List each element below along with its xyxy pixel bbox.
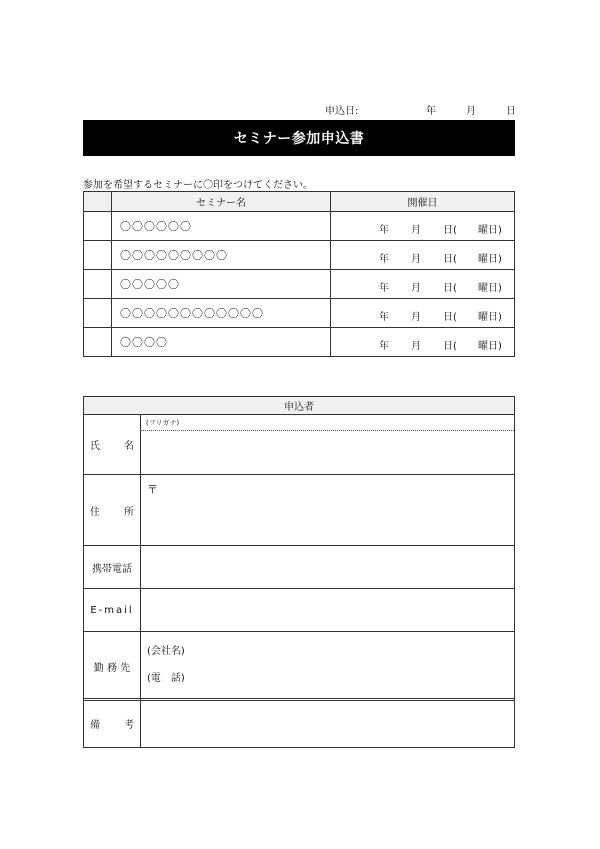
workplace-label: 勤 務 先 xyxy=(84,632,141,701)
address-label: 住 所 xyxy=(84,475,141,546)
seminar-check-cell[interactable] xyxy=(84,270,112,299)
application-date-line xyxy=(300,102,516,118)
remarks-field[interactable] xyxy=(141,699,515,748)
phone-label: (電 話) xyxy=(147,673,185,684)
seminar-table xyxy=(83,191,515,357)
mobile-label: 携帯電話 xyxy=(84,546,141,589)
mobile-field[interactable] xyxy=(141,546,515,589)
month-unit: 月 xyxy=(411,341,421,352)
year-unit: 年 xyxy=(379,312,389,323)
day-unit: 日( xyxy=(443,312,457,323)
day-unit: 日( xyxy=(443,225,457,236)
weekday-unit: 曜日) xyxy=(478,254,502,265)
seminar-date-cell[interactable] xyxy=(331,212,515,241)
seminar-check-cell[interactable] xyxy=(84,299,112,328)
seminar-check-cell[interactable] xyxy=(84,241,112,270)
date-year-label: 年 xyxy=(426,106,436,117)
date-day-label: 日 xyxy=(506,106,516,117)
workplace-field[interactable] xyxy=(141,632,515,701)
application-date-label: 申込日: xyxy=(325,106,359,117)
seminar-date-cell[interactable] xyxy=(331,270,515,299)
day-unit: 日( xyxy=(443,341,457,352)
seminar-check-cell[interactable] xyxy=(84,328,112,357)
date-month-label: 月 xyxy=(466,106,476,117)
instruction-text: 参加を希望するセミナーに〇印をつけてください。 xyxy=(83,180,313,191)
year-unit: 年 xyxy=(379,283,389,294)
remarks-label: 備 考 xyxy=(84,699,141,748)
month-unit: 月 xyxy=(411,312,421,323)
weekday-unit: 曜日) xyxy=(478,341,502,352)
seminar-name: 〇〇〇〇〇〇〇〇〇〇〇〇 xyxy=(112,299,331,328)
seminar-check-cell[interactable] xyxy=(84,212,112,241)
applicant-table xyxy=(83,396,515,701)
seminar-date-cell[interactable] xyxy=(331,328,515,357)
company-label: (会社名) xyxy=(147,646,185,657)
seminar-check-header xyxy=(84,192,112,212)
name-label: 氏 名 xyxy=(84,415,141,475)
month-unit: 月 xyxy=(411,225,421,236)
seminar-name: 〇〇〇〇〇 xyxy=(112,270,331,299)
table-row xyxy=(84,212,515,241)
seminar-name-header: セミナー名 xyxy=(112,192,331,212)
weekday-unit: 曜日) xyxy=(478,283,502,294)
table-row xyxy=(84,299,515,328)
furigana-field[interactable] xyxy=(141,415,515,431)
weekday-unit: 曜日) xyxy=(478,225,502,236)
seminar-name: 〇〇〇〇 xyxy=(112,328,331,357)
table-row xyxy=(84,328,515,357)
furigana-label: (フリガナ) xyxy=(146,418,180,427)
year-unit: 年 xyxy=(379,225,389,236)
email-field[interactable] xyxy=(141,589,515,632)
page-title: セミナー参加申込書 xyxy=(83,120,515,156)
name-field[interactable] xyxy=(141,431,515,475)
email-label: E-mail xyxy=(84,589,141,632)
day-unit: 日( xyxy=(443,283,457,294)
month-unit: 月 xyxy=(411,254,421,265)
weekday-unit: 曜日) xyxy=(478,312,502,323)
seminar-date-cell[interactable] xyxy=(331,299,515,328)
address-field[interactable] xyxy=(141,475,515,546)
seminar-date-cell[interactable] xyxy=(331,241,515,270)
year-unit: 年 xyxy=(379,254,389,265)
seminar-date-header: 開催日 xyxy=(331,192,515,212)
remarks-table xyxy=(83,698,515,748)
seminar-name: 〇〇〇〇〇〇 xyxy=(112,212,331,241)
table-row xyxy=(84,270,515,299)
seminar-name: 〇〇〇〇〇〇〇〇〇 xyxy=(112,241,331,270)
applicant-heading: 申込者 xyxy=(84,397,515,415)
table-row xyxy=(84,241,515,270)
year-unit: 年 xyxy=(379,341,389,352)
month-unit: 月 xyxy=(411,283,421,294)
day-unit: 日( xyxy=(443,254,457,265)
postal-mark: 〒 xyxy=(147,483,158,496)
